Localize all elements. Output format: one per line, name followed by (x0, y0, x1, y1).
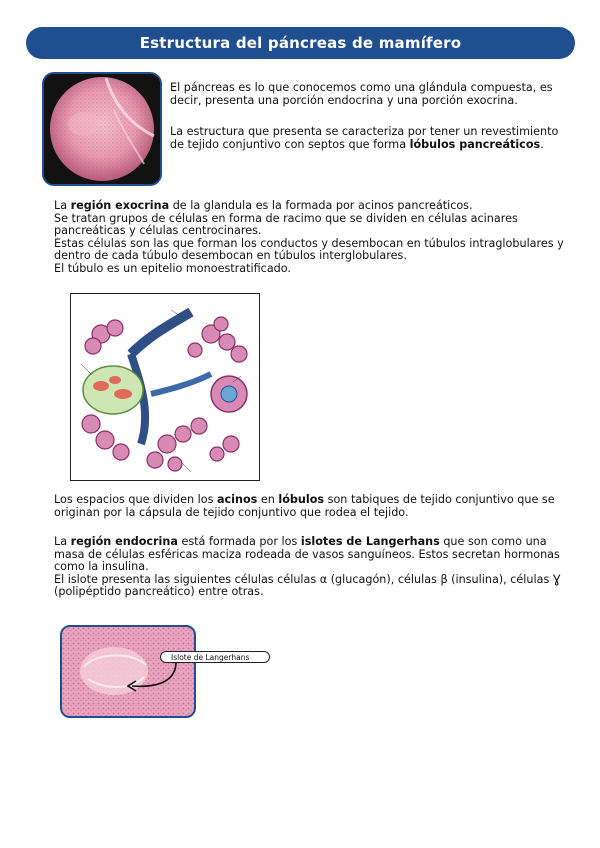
pancreas-micrograph (42, 72, 162, 186)
exocrine-line-3: Estas células son las que forman los conductos y desembocan en túbulos intraglobulares y dentro de cada túbulo desembocan en túbulos interglobulares. (54, 236, 564, 263)
islet-callout-label: Islote de Langerhans (160, 651, 270, 663)
callout-arrow-icon (120, 660, 180, 694)
exocrine-line-2: Se tratan grupos de células en forma de racimo que se dividen en células acinares pancreáticas y células centrocinares. (54, 211, 518, 238)
endocrine-section (54, 536, 574, 599)
exocrine-line-1: La región exocrina de la glandula es la formada por acinos pancreáticos. (54, 199, 473, 212)
intro-paragraph-2: La estructura que presenta se caracteriza por tener un revestimiento de tejido conjuntivo con septos que forma lóbulos pancreáticos. (170, 125, 559, 151)
page-title: Estructura del páncreas de mamífero (26, 27, 575, 59)
exocrine-line-4: El túbulo es un epitelio monoestratificado. (54, 261, 291, 275)
intro-paragraph-1: El páncreas es lo que conocemos como una glándula compuesta, es decir, presenta una porción endocrina y una porción exocrina. (170, 81, 553, 107)
acini-diagram (70, 293, 260, 481)
septa-paragraph: Los espacios que dividen los acinos en lóbulos son tabiques de tejido conjuntivo que se originan por la cápsula de tejido conjuntivo que rodea el tejido. (54, 493, 555, 519)
endocrine-line-1: La región endocrina está formada por los islotes de Langerhans que son como una masa de células esféricas maciza rodeada de vasos sanguíneos. Estos secretan hormonas como la insulina. (54, 535, 560, 574)
exocrine-section (54, 200, 574, 276)
endocrine-line-2: El islote presenta las siguientes células células α (glucagón), células β (insulina), células Ɣ (polipéptido pancreático) entre otras. (54, 572, 561, 599)
